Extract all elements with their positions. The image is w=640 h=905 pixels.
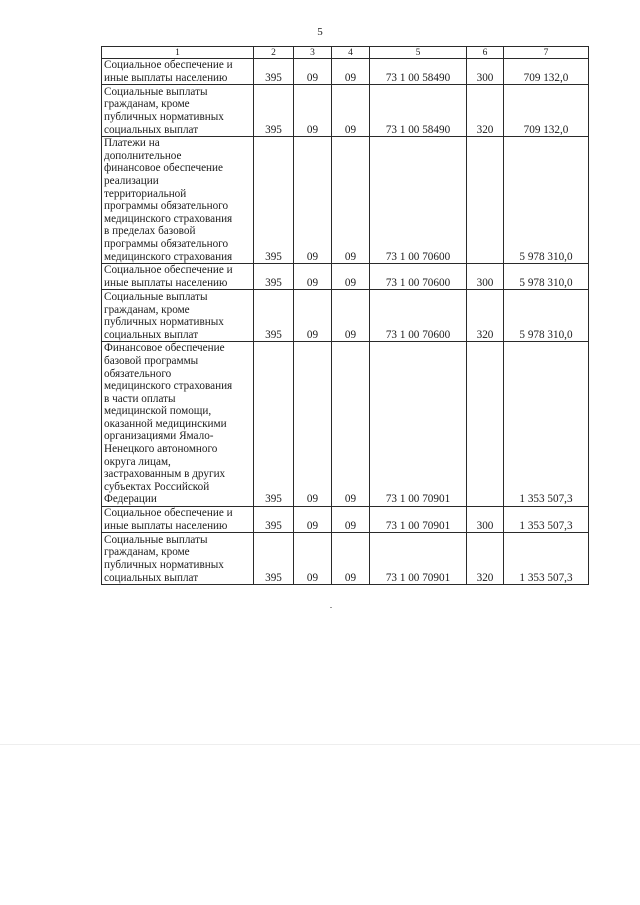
- cell-admin-code: 395: [254, 264, 294, 290]
- budget-table: [101, 46, 589, 585]
- cell-expense-type: 320: [467, 290, 504, 342]
- cell-subsection: 09: [332, 290, 370, 342]
- cell-target-article: 73 1 00 70600: [370, 137, 467, 264]
- row-name: Социальные выплаты гражданам, кроме публичных нормативных социальных выплат: [102, 290, 254, 342]
- table-row: [102, 85, 589, 137]
- cell-target-article: 73 1 00 70600: [370, 264, 467, 290]
- cell-amount: 709 132,0: [504, 59, 589, 85]
- cell-admin-code: 395: [254, 59, 294, 85]
- scan-edge: [0, 744, 640, 745]
- cell-expense-type: 300: [467, 507, 504, 533]
- cell-expense-type: 300: [467, 264, 504, 290]
- cell-section: 09: [294, 59, 332, 85]
- cell-admin-code: 395: [254, 507, 294, 533]
- cell-amount: 5 978 310,0: [504, 290, 589, 342]
- cell-subsection: 09: [332, 342, 370, 507]
- cell-amount: 5 978 310,0: [504, 264, 589, 290]
- row-name: Финансовое обеспечение базовой программы обязательного медицинского страхования в части оплаты медицинской помощи, оказанной медицинскими организациями Ямало- Ненецкого автономного округа лицам, застрахованным в других субъектах Российской Федерации: [102, 342, 254, 507]
- row-name: Социальные выплаты гражданам, кроме публичных нормативных социальных выплат: [102, 85, 254, 137]
- column-number-row: [102, 47, 589, 59]
- cell-target-article: 73 1 00 58490: [370, 85, 467, 137]
- cell-subsection: 09: [332, 85, 370, 137]
- table-row: [102, 533, 589, 585]
- cell-amount: 5 978 310,0: [504, 137, 589, 264]
- column-header: 7: [504, 47, 589, 59]
- row-name: Социальное обеспечение и иные выплаты населению: [102, 264, 254, 290]
- table-row: [102, 59, 589, 85]
- cell-admin-code: 395: [254, 137, 294, 264]
- cell-subsection: 09: [332, 59, 370, 85]
- cell-expense-type: [467, 342, 504, 507]
- cell-section: 09: [294, 507, 332, 533]
- cell-section: 09: [294, 290, 332, 342]
- cell-expense-type: 320: [467, 85, 504, 137]
- cell-amount: 709 132,0: [504, 85, 589, 137]
- cell-section: 09: [294, 137, 332, 264]
- cell-target-article: 73 1 00 70600: [370, 290, 467, 342]
- row-name: Социальные выплаты гражданам, кроме публичных нормативных социальных выплат: [102, 533, 254, 585]
- table-row: [102, 290, 589, 342]
- cell-amount: 1 353 507,3: [504, 533, 589, 585]
- column-header: 3: [294, 47, 332, 59]
- cell-target-article: 73 1 00 70901: [370, 342, 467, 507]
- row-name: Платежи на дополнительное финансовое обеспечение реализации территориальной программы обязательного медицинского страхования в пределах базовой программы обязательного медицинского страхования: [102, 137, 254, 264]
- row-name: Социальное обеспечение и иные выплаты населению: [102, 507, 254, 533]
- cell-section: 09: [294, 85, 332, 137]
- table-row: [102, 137, 589, 264]
- scan-speck: [330, 607, 332, 608]
- cell-admin-code: 395: [254, 290, 294, 342]
- cell-expense-type: 320: [467, 533, 504, 585]
- table-row: [102, 507, 589, 533]
- row-name: Социальное обеспечение и иные выплаты населению: [102, 59, 254, 85]
- column-header: 6: [467, 47, 504, 59]
- cell-admin-code: 395: [254, 533, 294, 585]
- cell-section: 09: [294, 533, 332, 585]
- cell-admin-code: 395: [254, 85, 294, 137]
- column-header: 1: [102, 47, 254, 59]
- cell-section: 09: [294, 342, 332, 507]
- column-header: 5: [370, 47, 467, 59]
- cell-subsection: 09: [332, 507, 370, 533]
- column-header: 2: [254, 47, 294, 59]
- cell-expense-type: 300: [467, 59, 504, 85]
- cell-expense-type: [467, 137, 504, 264]
- cell-amount: 1 353 507,3: [504, 507, 589, 533]
- column-header: 4: [332, 47, 370, 59]
- cell-target-article: 73 1 00 70901: [370, 507, 467, 533]
- cell-subsection: 09: [332, 533, 370, 585]
- cell-subsection: 09: [332, 264, 370, 290]
- page-number: 5: [317, 26, 323, 38]
- cell-target-article: 73 1 00 70901: [370, 533, 467, 585]
- cell-subsection: 09: [332, 137, 370, 264]
- table-row: [102, 342, 589, 507]
- cell-section: 09: [294, 264, 332, 290]
- table-row: [102, 264, 589, 290]
- cell-amount: 1 353 507,3: [504, 342, 589, 507]
- cell-target-article: 73 1 00 58490: [370, 59, 467, 85]
- cell-admin-code: 395: [254, 342, 294, 507]
